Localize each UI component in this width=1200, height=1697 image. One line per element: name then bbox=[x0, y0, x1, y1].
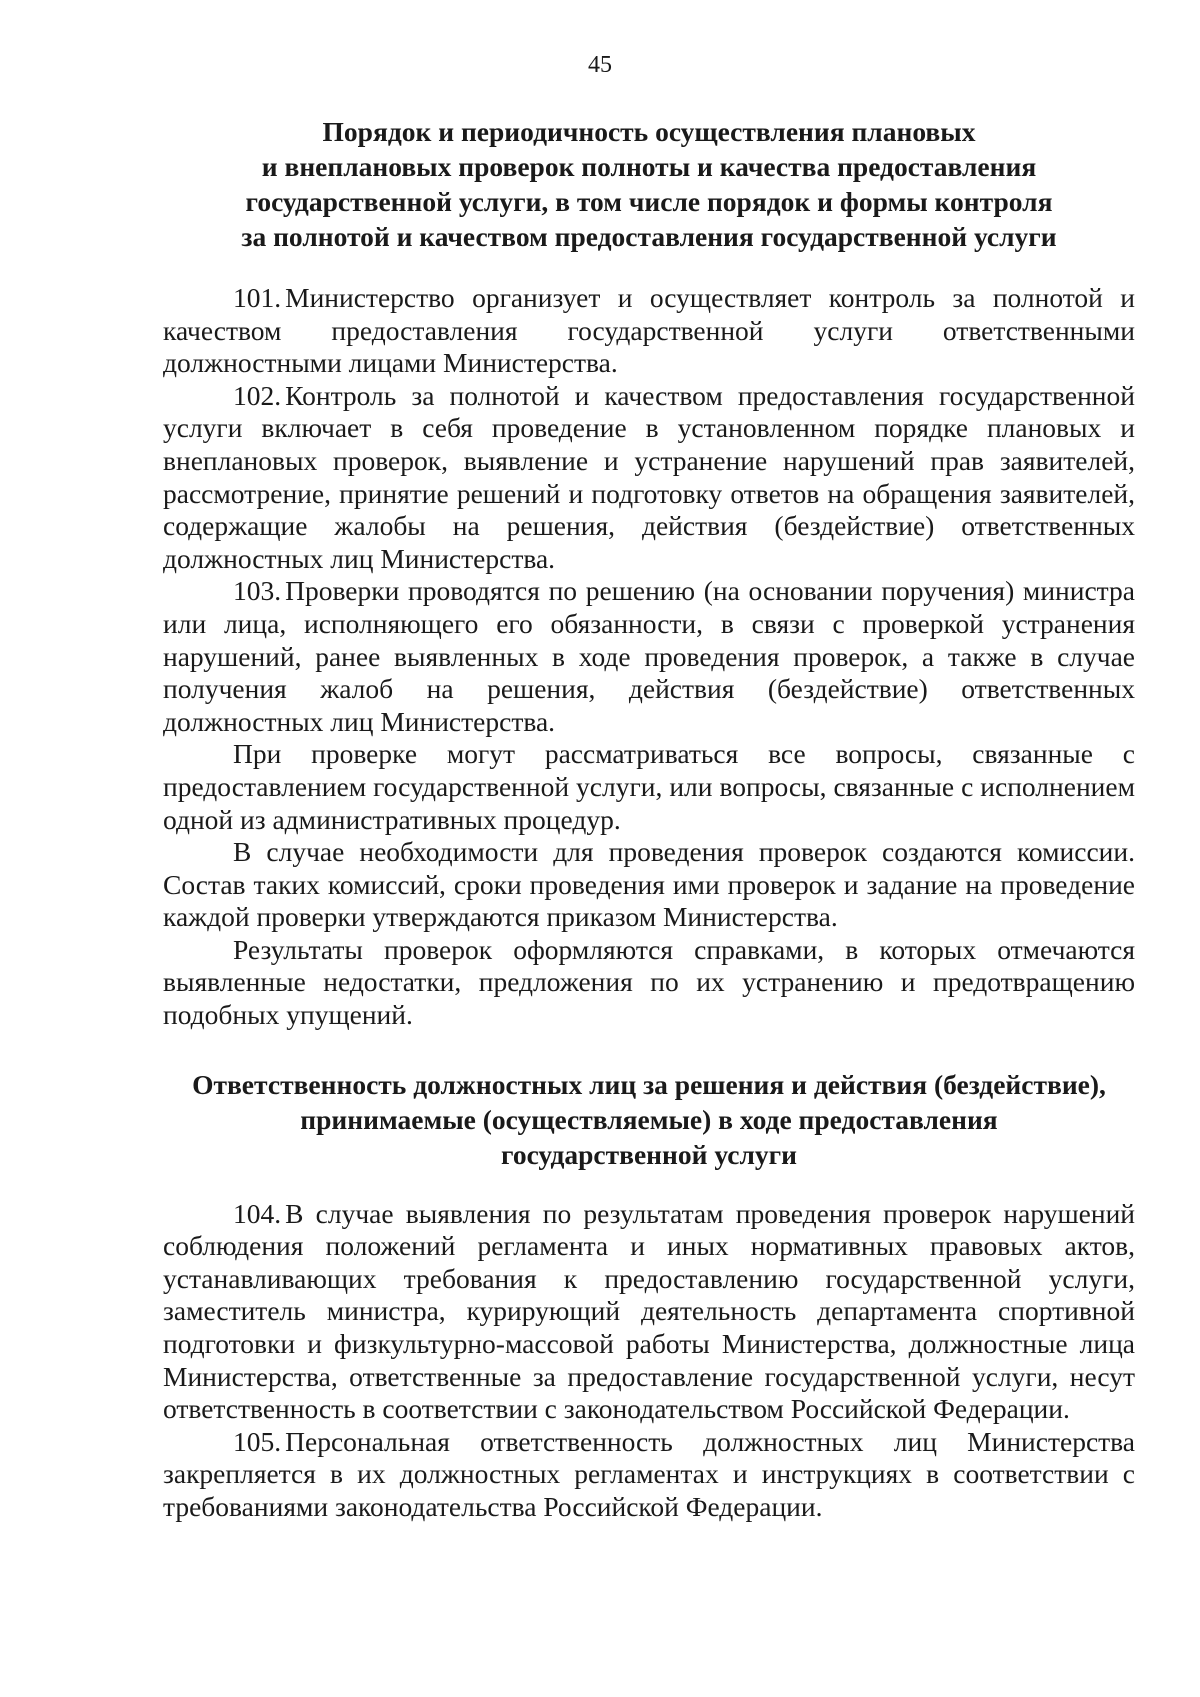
paragraph-105 bbox=[163, 1426, 1135, 1524]
section-body-monitoring bbox=[163, 282, 1135, 1032]
paragraph-101 bbox=[163, 282, 1135, 380]
heading-line: и внеплановых проверок полноты и качества предоставления bbox=[261, 151, 1037, 182]
paragraph-102 bbox=[163, 380, 1135, 576]
paragraph-number: 102. bbox=[233, 379, 282, 411]
paragraph-text: Персональная ответственность должностных лиц Министерства закрепляется в их должностных регламентах и инструкциях в соответствии с требованиями законодательства Российской Федерации. bbox=[163, 1425, 1135, 1522]
paragraph-number: 101. bbox=[233, 282, 282, 313]
paragraph-number: 104. bbox=[233, 1197, 282, 1229]
heading-line: за полнотой и качеством предоставления государственной услуги bbox=[241, 221, 1057, 252]
section-heading-monitoring bbox=[163, 114, 1135, 254]
heading-line: принимаемые (осуществляемые) в ходе предоставления bbox=[300, 1103, 998, 1135]
heading-line: Ответственность должностных лиц за решения и действия (бездействие), bbox=[192, 1068, 1106, 1100]
paragraph-results bbox=[163, 934, 1135, 1032]
paragraph-check-scope bbox=[163, 738, 1135, 836]
section-heading-responsibility bbox=[163, 1067, 1135, 1172]
section-body-responsibility bbox=[163, 1198, 1135, 1524]
paragraph-number: 103. bbox=[233, 575, 282, 607]
paragraph-text: В случае необходимости для проведения проверок создаются комиссии. Состав таких комиссий, сроки проведения ими проверок и задание на проведение каждой проверки утверждаются приказом Министерства. bbox=[163, 836, 1135, 933]
heading-line: Порядок и периодичность осуществления плановых bbox=[322, 116, 976, 147]
page-content bbox=[163, 110, 1135, 1524]
paragraph-text: В случае выявления по результатам проведения проверок нарушений соблюдения положений регламента и иных нормативных правовых актов, устанавливающих требования к предоставлению государственной услуги, заместитель министра, курирующий деятельность департамента спортивной подготовки и физкультурно-массовой работы Министерства, должностные лица Министерства, ответственные за предоставление государственной услуги, несут ответственность в соответствии с законодательством Российской Федерации. bbox=[163, 1197, 1135, 1425]
heading-line: государственной услуги, в том числе порядок и формы контроля bbox=[245, 186, 1053, 217]
paragraph-104 bbox=[163, 1198, 1135, 1426]
paragraph-commissions bbox=[163, 836, 1135, 934]
paragraph-text: Проверки проводятся по решению (на основании поручения) министра или лица, исполняющего его обязанности, в связи с проверкой устранения нарушений, ранее выявленных в ходе проведения проверок, а также в случае получения жалоб на решения, действия (бездействие) ответственных должностных лиц Министерства. bbox=[163, 575, 1135, 737]
paragraph-103 bbox=[163, 575, 1135, 738]
paragraph-text: Контроль за полнотой и качеством предоставления государственной услуги включает в себя проведение в установленном порядке плановых и внеплановых проверок, выявление и устранение нарушений прав заявителей, рассмотрение, принятие решений и подготовку ответов на обращения заявителей, содержащие жалобы на решения, действия (бездействие) ответственных должностных лиц Министерства. bbox=[163, 379, 1135, 574]
paragraph-text: Результаты проверок оформляются справками, в которых отмечаются выявленные недостатки, предложения по их устранению и предотвращению подобных упущений. bbox=[163, 933, 1135, 1031]
heading-line: государственной услуги bbox=[501, 1138, 797, 1170]
page-number: 45 bbox=[588, 52, 612, 78]
paragraph-text: При проверке могут рассматриваться все вопросы, связанные с предоставлением государственной услуги, или вопросы, связанные с исполнением одной из административных процедур. bbox=[163, 738, 1135, 835]
paragraph-text: Министерство организует и осуществляет контроль за полнотой и качеством предоставления государственной услуги ответственными должностными лицами Министерства. bbox=[163, 282, 1135, 379]
paragraph-number: 105. bbox=[233, 1425, 282, 1457]
